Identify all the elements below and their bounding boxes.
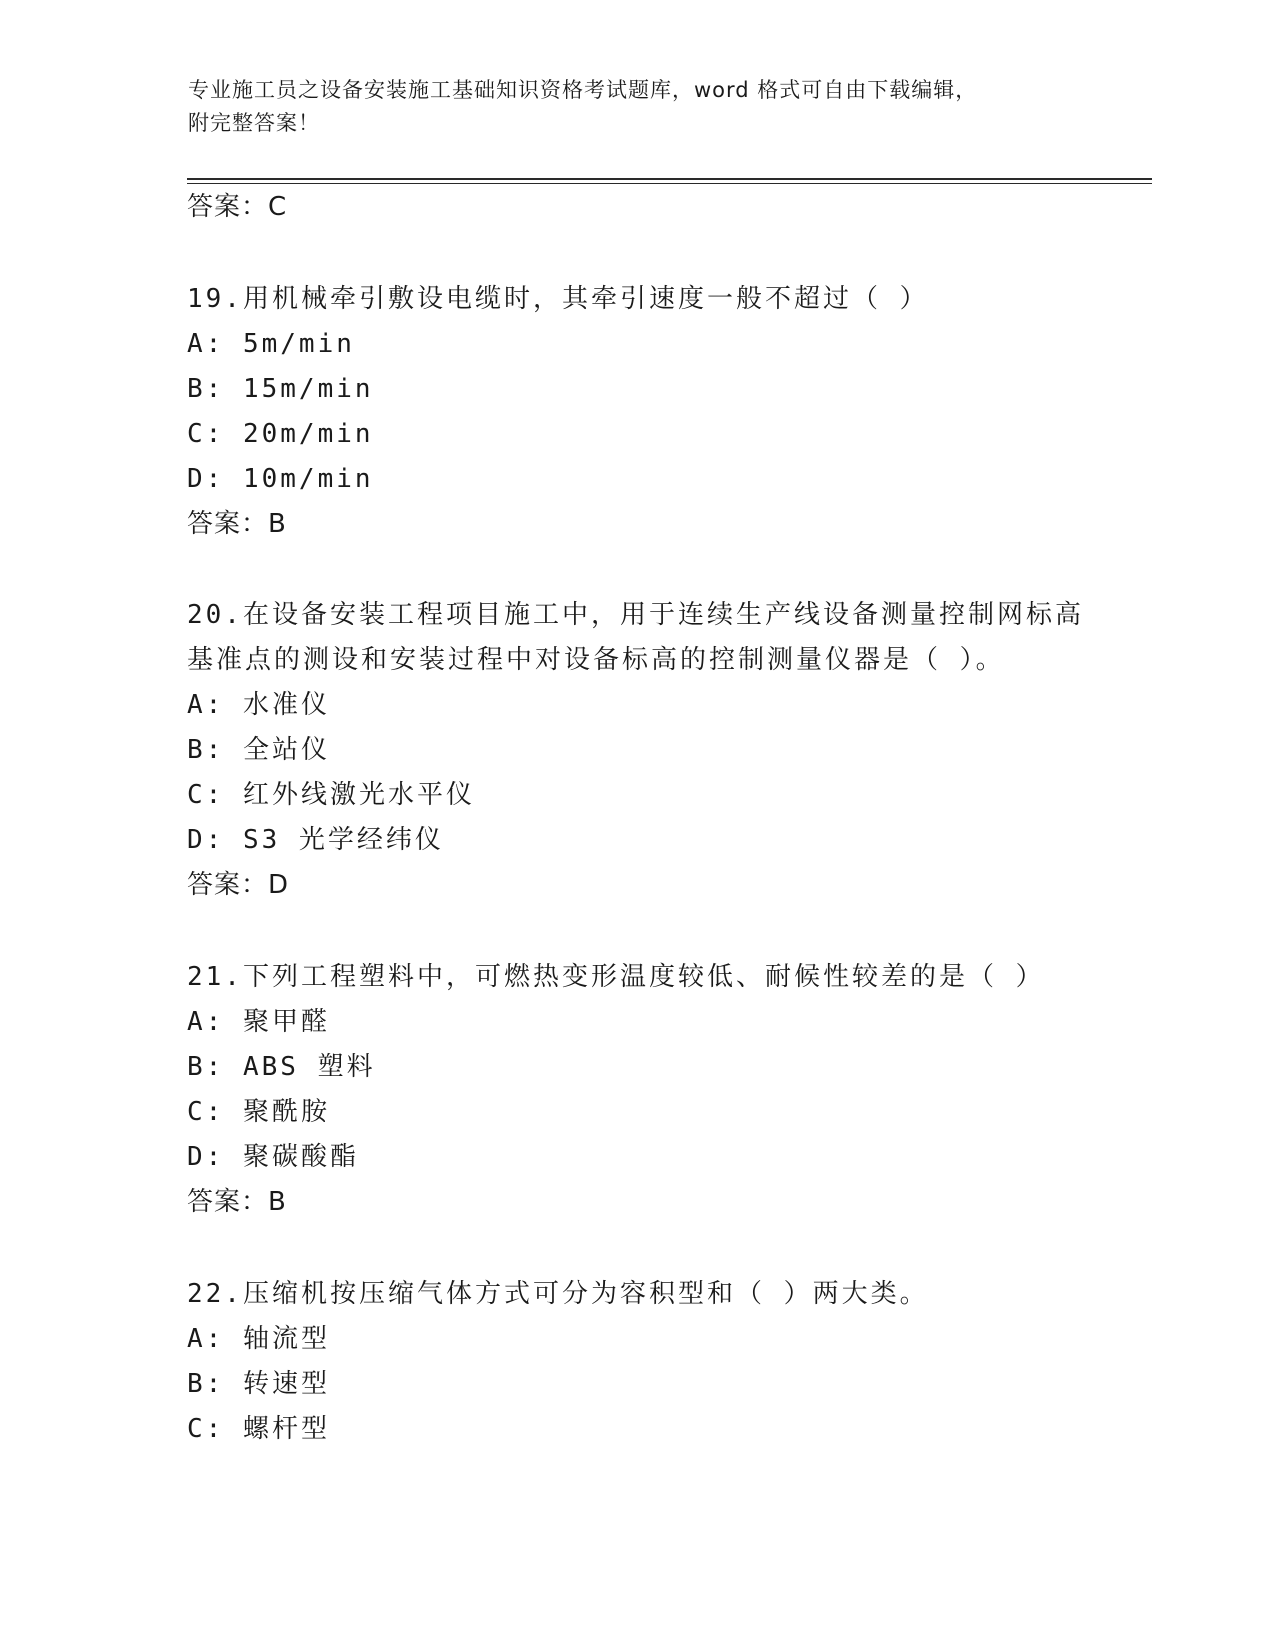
- question-21-stem: 21.下列工程塑料中，可燃热变形温度较低、耐候性较差的是（ ）: [187, 962, 1045, 992]
- question-21-option-d: D: 聚碳酸酯: [187, 1142, 359, 1172]
- question-19-option-d: D: 10m/min: [187, 464, 374, 494]
- question-20-stem-line-2: 基准点的测设和安装过程中对设备标高的控制测量仪器是（ ）。: [187, 645, 1005, 675]
- question-19-option-c: C: 20m/min: [187, 419, 374, 449]
- question-20-option-d: D: S3 光学经纬仪: [187, 825, 444, 855]
- question-19-option-a: A: 5m/min: [187, 329, 355, 359]
- header-line-2: 附完整答案！: [188, 111, 320, 135]
- header-line-1: 专业施工员之设备安装施工基础知识资格考试题库，word 格式可自由下载编辑，: [188, 78, 978, 102]
- question-21-option-c: C: 聚酰胺: [187, 1097, 330, 1127]
- question-20-answer: 答案：D: [187, 870, 290, 900]
- question-21-option-b: B: ABS 塑料: [187, 1052, 376, 1082]
- header-divider-thin: [187, 183, 1152, 184]
- question-20-option-a: A: 水准仪: [187, 690, 330, 720]
- question-22-option-c: C: 螺杆型: [187, 1414, 330, 1444]
- question-20-option-b: B: 全站仪: [187, 735, 330, 765]
- question-22-stem: 22.压缩机按压缩气体方式可分为容积型和（ ）两大类。: [187, 1279, 929, 1309]
- question-21-answer: 答案：B: [187, 1187, 287, 1217]
- question-22-option-a: A: 轴流型: [187, 1324, 330, 1354]
- question-21-option-a: A: 聚甲醛: [187, 1007, 330, 1037]
- question-20-stem-line-1: 20.在设备安装工程项目施工中，用于连续生产线设备测量控制网标高: [187, 600, 1084, 630]
- question-19-answer: 答案：B: [187, 509, 287, 539]
- question-19-option-b: B: 15m/min: [187, 374, 374, 404]
- header-divider-thick: [187, 178, 1152, 180]
- previous-answer: 答案：C: [187, 192, 288, 222]
- document-header: [188, 74, 1088, 140]
- question-19-stem: 19.用机械牵引敷设电缆时，其牵引速度一般不超过（ ）: [187, 284, 929, 314]
- question-22-option-b: B: 转速型: [187, 1369, 330, 1399]
- question-20-option-c: C: 红外线激光水平仪: [187, 780, 475, 810]
